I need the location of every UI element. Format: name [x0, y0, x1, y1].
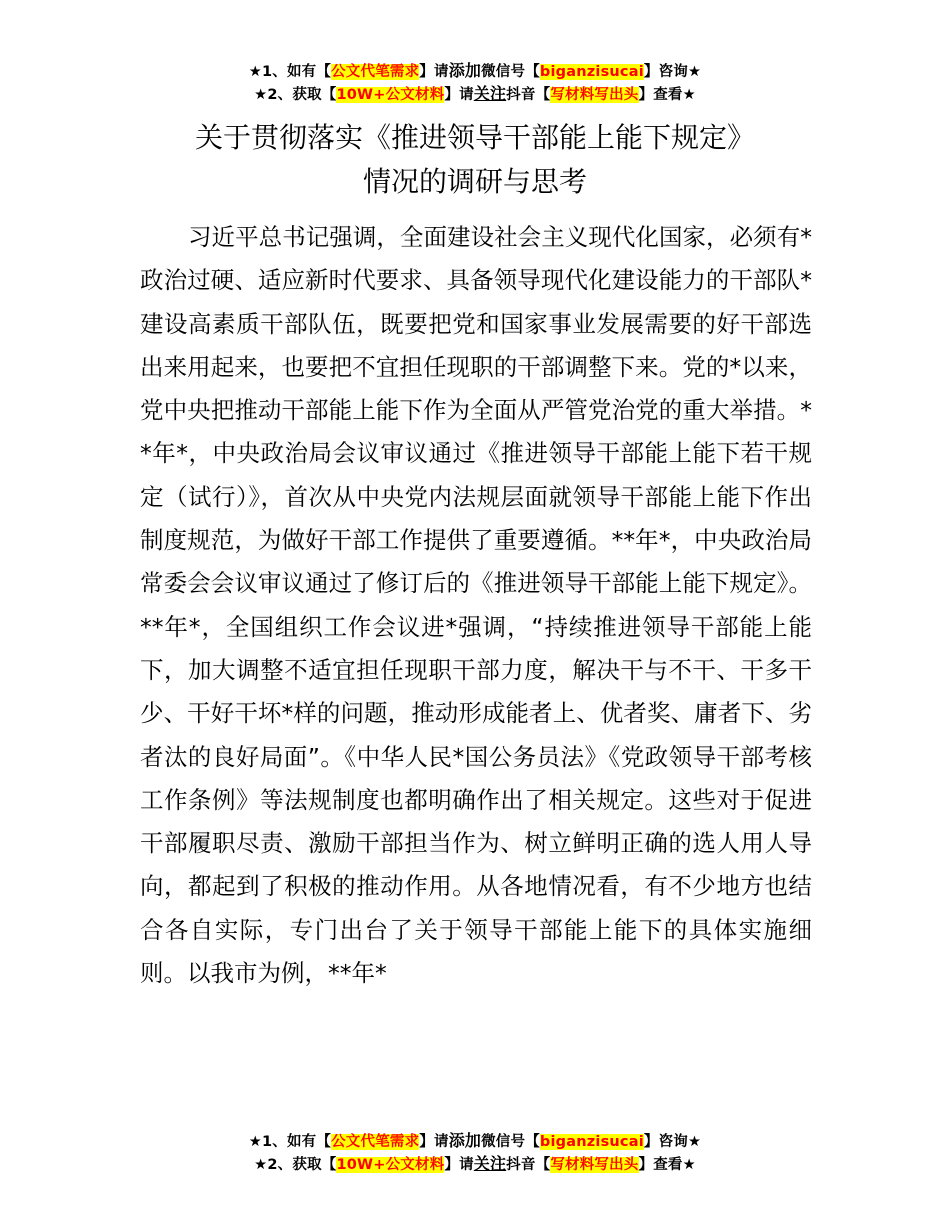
- promo-highlight-service: 公文代笔需求: [331, 64, 420, 80]
- promo-text: ★1、如有【: [248, 1134, 332, 1150]
- promo-text: 】查看★: [638, 1157, 696, 1173]
- promo-highlight-wechat-id: biganzisucai: [539, 1134, 644, 1150]
- promo-footer: [0, 1130, 950, 1176]
- document-body-paragraph: 习近平总书记强调，全面建设社会主义现代化国家，必须有*政治过硬、适应新时代要求、具备领导现代化建设能力的干部队*建设高素质干部队伍，既要把党和国家事业发展需要的好干部选出来用起来，也要把不宜担任现职的干部调整下来。党的*以来，党中央把推动干部能上能下作为全面从严管党治党的重大举措。**年*，中央政治局会议审议通过《推进领导干部能上能下若干规定（试行）》，首次从中央党内法规层面就领导干部能上能下作出制度规范，为做好干部工作提供了重要遵循。**年*，中央政治局常委会会议审议通过了修订后的《推进领导干部能上能下规定》。**年*，全国组织工作会议进*强调，“持续推进领导干部能上能下，加大调整不适宜担任现职干部力度，解决干与不干、干多干少、干好干坏*样的问题，推动形成能者上、优者奖、庸者下、劣者汰的良好局面”。《中华人民*国公务员法》《党政领导干部考核工作条例》等法规制度也都明确作出了相关规定。这些对于促进干部履职尽责、激励干部担当作为、树立鲜明正确的选人用人导向，都起到了积极的推动作用。从各地情况看，有不少地方也结合各自实际，专门出台了关于领导干部能上能下的具体实施细则。以我市为例，**年*: [140, 223, 812, 988]
- promo-header: [0, 60, 950, 106]
- promo-text: 微信号【: [481, 64, 540, 80]
- promo-line-follow: [0, 83, 950, 106]
- promo-text: 】咨询★: [643, 1134, 702, 1150]
- promo-line-consult: [0, 60, 950, 83]
- promo-text: ★1、如有【: [248, 64, 332, 80]
- promo-emphasis: 关注: [473, 1154, 507, 1173]
- promo-highlight-service: 公文代笔需求: [331, 1134, 420, 1150]
- document-title-line: 关于贯彻落实《推进领导干部能上能下规定》: [194, 121, 755, 154]
- promo-line-follow: [0, 1153, 950, 1176]
- promo-line-consult: [0, 1130, 950, 1153]
- promo-text: 】请: [419, 1134, 449, 1150]
- promo-highlight-materials: 10W+公文材料: [336, 1157, 445, 1173]
- promo-text: 抖音【: [506, 1157, 551, 1173]
- promo-highlight-douyin-id: 写材料写出头: [550, 87, 639, 103]
- document-title-line: 情况的调研与思考: [362, 165, 587, 198]
- document-title: [0, 116, 950, 204]
- promo-text: 】查看★: [638, 87, 696, 103]
- promo-highlight-douyin-id: 写材料写出头: [550, 1157, 639, 1173]
- promo-text: ★2、获取【: [254, 87, 337, 103]
- promo-text: ★2、获取【: [254, 1157, 337, 1173]
- promo-text: 】咨询★: [643, 64, 702, 80]
- promo-text: 】请: [444, 87, 474, 103]
- promo-text: 】请: [419, 64, 449, 80]
- promo-text: 抖音【: [506, 87, 551, 103]
- promo-emphasis: 添加: [448, 1131, 482, 1150]
- promo-highlight-materials: 10W+公文材料: [336, 87, 445, 103]
- promo-text: 】请: [444, 1157, 474, 1173]
- promo-emphasis: 添加: [448, 61, 482, 80]
- promo-emphasis: 关注: [473, 84, 507, 103]
- promo-text: 微信号【: [481, 1134, 540, 1150]
- promo-highlight-wechat-id: biganzisucai: [539, 64, 644, 80]
